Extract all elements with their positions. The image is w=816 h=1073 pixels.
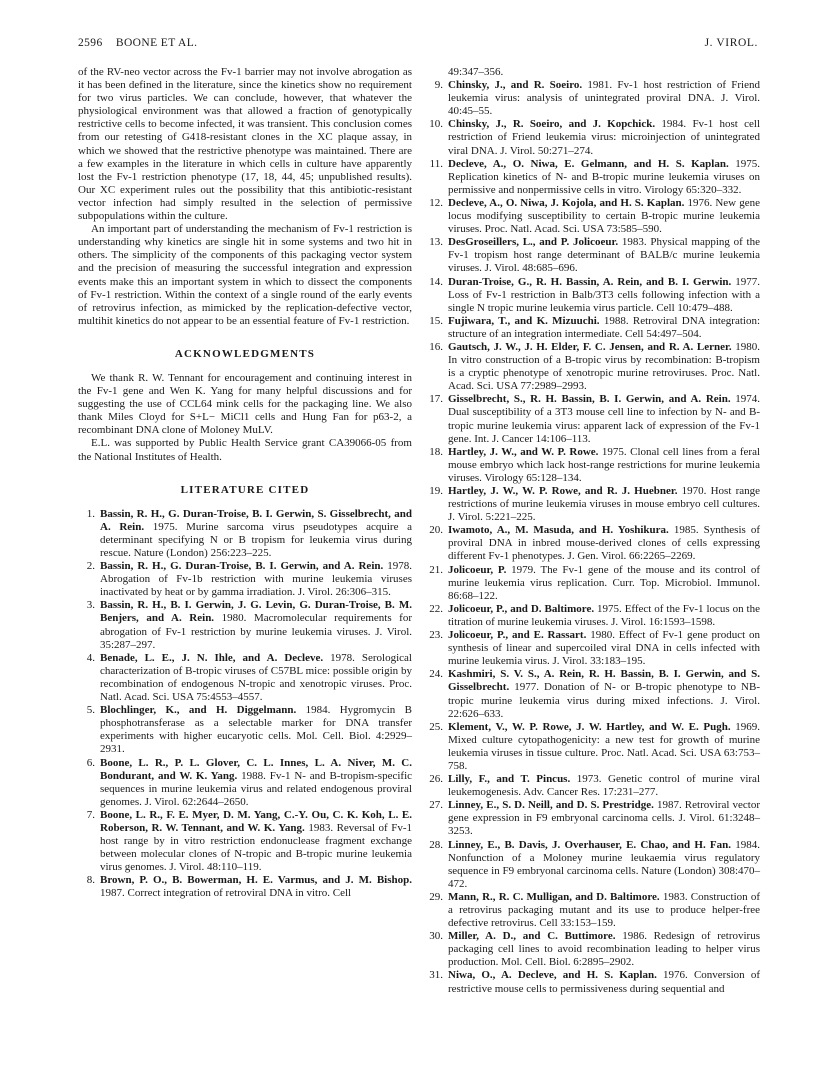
reference-number: 11. [429, 157, 443, 170]
reference-text: 1976. New gene locus modifying susceptibility to certain B-tropic murine leukemia viruses. Proc. Natl. Acad. Sci. USA 73:585–590. [448, 196, 760, 236]
reference-entry [426, 118, 760, 157]
reference-text: 1974. Dual susceptibility of a 3T3 mouse cell line to infection by N- and B-tropic murine leukemia virus: apparent lack of expression of the Fv-1 gene. Int. J. Cancer 14:106–113. [448, 393, 760, 445]
reference-number: 29. [429, 890, 443, 903]
reference-text: 1981. Fv-1 host restriction of Friend leukemia virus: analysis of unintegrated proviral DNA. J. Virol. 40:45–55. [448, 79, 760, 118]
reference-authors: Bassin, R. H., B. I. Gerwin, J. G. Levin, G. Duran-Troise, B. M. Benjers, and A. Rein. [100, 599, 412, 625]
reference-text: 1973. Genetic control of murine viral leukemogenesis. Adv. Cancer Res. 17:231–277. [448, 773, 760, 799]
running-header-left [78, 37, 207, 49]
reference-number: 12. [429, 196, 443, 209]
reference-number: 3. [86, 599, 95, 612]
reference-entry [426, 524, 760, 563]
reference-number: 14. [429, 275, 443, 288]
reference-text: 1975. Clonal cell lines from a feral mouse embryo which lack host-range restrictions for murine leukemia viruses. Virology 65:128–134. [448, 445, 761, 484]
reference-authors: Gisselbrecht, S., R. H. Bassin, B. I. Gerwin, and A. Rein. [448, 393, 731, 406]
body-paragraph: An important part of understanding the mechanism of Fv-1 restriction is understanding why kinetics are single hit in some systems and two hit in others. The simplicity of the components of this packaging vector system and the precision of measuring the successful integration and expression events make this an important system in which to dissect the components of Fv-1 restriction. Within the context of a single round of the early events of retrovirus infection, as mimicked by the replication-defective vector, multihit kinetics do not appear to be an essential feature of Fv-1 restriction. [78, 223, 412, 327]
acknowledgments-heading: ACKNOWLEDGMENTS [174, 347, 316, 360]
reference-text: 1978. Serological characterization of B-tropic viruses of C57BL mice: possible origin by recombination of endogenous N-tropic and xenotropic viruses. Proc. Natl. Acad. Sci. USA 75:4553–4557. [100, 651, 412, 704]
reference-authors: DesGroseillers, L., and P. Jolicoeur. [448, 236, 619, 249]
reference-entry [426, 276, 760, 315]
reference-authors: Iwamoto, A., M. Masuda, and H. Yoshikura. [448, 524, 669, 537]
reference-entry [426, 315, 760, 341]
reference-entry [426, 721, 760, 773]
reference-text: 1988. Fv-1 N- and B-tropism-specific sequences in murine leukemia virus and related endogenous proviral genomes. J. Virol. 62:2644–2650. [100, 769, 413, 808]
running-authors: BOONE ET AL. [115, 37, 198, 49]
reference-authors: Jolicoeur, P., and D. Baltimore. [448, 602, 595, 615]
acknowledgments-paragraph: We thank R. W. Tennant for encouragement and continuing interest in the Fv-1 gene and Wen K. Yang for many helpful discussions and for suggesting the use of CCL64 mink cells for the packaging line. We also thank Miles Cloyd for S+L− MiCl1 cells and Hung Fan for p63-2, a recombinant DNA clone of Moloney MuLV. [78, 371, 412, 437]
reference-list-left [78, 508, 412, 901]
reference-entry [78, 599, 412, 651]
reference-authors: Decleve, A., O. Niwa, J. Kojola, and H. S. Kaplan. [448, 196, 685, 209]
reference-entry [78, 652, 412, 704]
reference-entry [78, 508, 412, 560]
reference-number: 16. [429, 340, 443, 353]
reference-entry [426, 79, 760, 118]
reference-entry [426, 891, 760, 930]
reference-number: 7. [86, 808, 95, 821]
reference-text: 1975. Murine sarcoma virus pseudotypes acquire a determinant specifying N or B tropism for leukemia virus during rescue. Nature (London) 256:223–225. [100, 520, 412, 559]
reference-entry [78, 757, 412, 809]
reference-number: 30. [429, 930, 443, 943]
journal-abbrev: J. VIROL. [704, 37, 758, 49]
reference-entry [426, 446, 760, 485]
reference-text: 1980. In vitro construction of a B-tropic virus by recombination: B-tropism is a cryptic phenotype of xenotropic murine retroviruses. Proc. Natl. Acad. Sci. USA 77:2989–2993. [448, 340, 761, 393]
reference-number: 23. [429, 629, 443, 642]
reference-text: 1984. Nonfunction of a Moloney murine leukaemia virus regulatory sequence in F9 embryonal carcinoma cells. Nature (London) 308:470–472. [448, 838, 760, 890]
reference-authors: Chinsky, J., and R. Soeiro. [448, 79, 583, 92]
reference-number: 10. [429, 118, 443, 131]
reference-entry [426, 485, 760, 524]
reference-text: 1970. Host range restrictions of murine leukemia viruses in mouse embryo cell cultures. J. Virol. 5:221–225. [448, 485, 760, 524]
reference-number: 27. [429, 799, 443, 812]
reference-authors: Brown, P. O., B. Bowerman, H. E. Varmus, and J. M. Bishop. [100, 874, 412, 887]
reference-entry [426, 930, 760, 969]
reference-entry [426, 564, 760, 603]
reference-text: 1988. Retroviral DNA integration: structure of an integration intermediate. Cell 54:497–504. [448, 314, 761, 340]
reference-entry [426, 393, 760, 445]
reference-entry [78, 874, 412, 900]
reference-authors: Bassin, R. H., G. Duran-Troise, B. I. Gerwin, and A. Rein. [100, 560, 384, 573]
reference-authors: Klement, V., W. P. Rowe, J. W. Hartley, and W. E. Pugh. [448, 720, 731, 733]
reference-entry [426, 799, 760, 838]
funding-paragraph: E.L. was supported by Public Health Service grant CA39066-05 from the National Institutes of Health. [78, 437, 412, 463]
reference-number: 1. [86, 507, 95, 520]
reference-number: 2. [86, 560, 95, 573]
reference-number: 21. [429, 563, 443, 576]
reference-number: 17. [429, 393, 443, 406]
reference-number: 9. [434, 79, 443, 92]
reference-text: 1983. Physical mapping of the Fv-1 tropism host range determinant of BALB/c murine leukemia viruses. J. Virol. 48:685–696. [448, 236, 760, 275]
reference-entry [78, 560, 412, 599]
reference-text: 1983. Construction of a retrovirus packaging mutant and its use to produce helper-free defective retrovirus. Cell 33:153–159. [448, 890, 761, 930]
left-column [78, 66, 412, 901]
reference-number: 15. [429, 314, 443, 327]
reference-entry [426, 668, 760, 720]
reference-entry [426, 969, 760, 995]
reference-authors: Fujiwara, T., and K. Mizuuchi. [448, 314, 600, 327]
reference-authors: Chinsky, J., R. Soeiro, and J. Kopchick. [448, 118, 656, 131]
reference-text: 1983. Reversal of Fv-1 host range by in vitro restriction endonuclease fragment exchange between molecular clones of N-tropic and B-tropic murine leukemia virus genomes. J. Virol. 48:110–119. [100, 821, 413, 874]
reference-entry [78, 809, 412, 874]
reference-authors: Blochlinger, K., and H. Diggelmann. [100, 704, 297, 717]
reference-authors: Mann, R., R. C. Mulligan, and D. Baltimore. [448, 890, 660, 903]
reference-text: 1978. Abrogation of Fv-1b restriction with murine leukemia viruses inactivated by heat or by gamma irradiation. J. Virol. 26:306–315. [100, 560, 413, 599]
reference-number: 5. [86, 704, 95, 717]
reference-text: 1984. Hygromycin B phosphotransferase as a selectable marker for DNA transfer experiments with higher eucaryotic cells. Mol. Cell. Biol. 4:2929–2931. [100, 704, 412, 756]
reference-text: 1979. The Fv-1 gene of the mouse and its control of murine leukemia virus replication. Curr. Top. Microbiol. Immunol. 86:68–122. [448, 563, 761, 602]
right-column [426, 66, 760, 996]
reference-number: 24. [429, 668, 443, 681]
reference-text: 1985. Synthesis of proviral DNA in inbred mouse-derived clones of cells expressing different Fv-1 phenotypes. J. Gen. Virol. 66:2265–2269. [448, 524, 760, 563]
reference-authors: Hartley, J. W., and W. P. Rowe. [448, 445, 599, 458]
reference-authors: Boone, L. R., F. E. Myer, D. M. Yang, C.-Y. Ou, C. K. Koh, L. E. Roberson, R. W. Tennant, and W. K. Yang. [100, 808, 412, 834]
page-number: 2596 [78, 37, 103, 49]
reference-authors: Duran-Troise, G., R. H. Bassin, A. Rein, and B. I. Gerwin. [448, 275, 732, 288]
reference-authors: Boone, L. R., P. L. Glover, C. L. Innes, L. A. Niver, M. C. Bondurant, and W. K. Yang. [100, 756, 412, 782]
reference-entry [426, 773, 760, 799]
reference-number: 20. [429, 524, 443, 537]
reference-authors: Hartley, J. W., W. P. Rowe, and R. J. Huebner. [448, 485, 678, 497]
reference-text: 1986. Redesign of retrovirus packaging cell lines to avoid recombination leading to helper virus production. Mol. Cell. Biol. 6:2895–2902. [448, 930, 760, 969]
reference-number: 26. [429, 773, 443, 786]
reference-number: 25. [429, 720, 443, 733]
reference-text: 1976. Conversion of restrictive mouse cells to permissiveness during sequential and [448, 969, 761, 995]
reference-text: 1980. Macromolecular requirements for abrogation of Fv-1 restriction by murine leukemia viruses. J. Virol. 35:287–297. [100, 612, 412, 651]
reference-authors: Jolicoeur, P. [448, 563, 507, 576]
reference-continuation: 49:347–356. [448, 66, 504, 78]
reference-text: 1987. Retroviral vector gene expression in F9 embryonal carcinoma cells. J. Virol. 61:3248–3253. [448, 799, 760, 838]
reference-entry [426, 197, 760, 236]
reference-number: 6. [86, 756, 95, 769]
reference-text: 1987. Correct integration of retroviral DNA in vitro. Cell [100, 887, 352, 900]
reference-number: 13. [429, 236, 443, 249]
reference-entry [426, 603, 760, 629]
reference-entry [426, 341, 760, 393]
reference-number: 18. [429, 445, 443, 458]
reference-text: 1975. Effect of the Fv-1 locus on the titration of murine leukemia viruses. J. Virol. 16:1593–1598. [448, 602, 760, 628]
reference-number: 4. [86, 651, 95, 664]
reference-number: 31. [429, 969, 443, 982]
reference-entry [426, 236, 760, 275]
reference-authors: Jolicoeur, P., and E. Rassart. [448, 629, 587, 642]
reference-entry [426, 158, 760, 197]
reference-authors: Decleve, A., O. Niwa, E. Gelmann, and H. S. Kaplan. [448, 157, 729, 170]
literature-heading: LITERATURE CITED [180, 483, 310, 496]
reference-text: 1975. Replication kinetics of N- and B-tropic murine leukemia viruses on permissive and nonpermissive cells in vitro. Virology 65:320–332. [448, 157, 761, 196]
reference-authors: Kashmiri, S. V. S., A. Rein, R. H. Bassin, B. I. Gerwin, and S. Gisselbrecht. [448, 668, 760, 694]
reference-authors: Miller, A. D., and C. Buttimore. [448, 930, 616, 943]
body-paragraph: of the RV-neo vector across the Fv-1 barrier may not involve abrogation as it has been defined in the literature, since the kinetics show no requirement for two virus particles. We can conclude, however, that whatever the physiological environment was that allowed a fraction of genotypically restrictive cells to become infected, it was transient. This conclusion comes from our retesting of G418-resistant clones in the XC plaque assay, in which we showed that the restrictive phenotype was maintained. There are a few examples in the literature in which cells in culture have apparently lost the Fv-1 restriction phenotype (17, 18, 44, 45; unpublished results). Our XC experiment rules out the possibility that this antibiotic-resistant vector infection had simply resulted in the selection of permissive subpopulations within the culture. [78, 66, 412, 223]
reference-text: 1977. Loss of Fv-1 restriction in Balb/3T3 cells following infection with a single N tropic murine leukemia virus particle. Cell 10:479–488. [448, 275, 761, 314]
reference-authors: Benade, L. E., J. N. Ihle, and A. Decleve. [100, 651, 324, 664]
reference-authors: Linney, E., B. Davis, J. Overhauser, E. Chao, and H. Fan. [448, 838, 732, 851]
reference-number: 19. [429, 485, 443, 497]
reference-entry [78, 704, 412, 756]
reference-authors: Linney, E., S. D. Neill, and D. S. Prestridge. [448, 799, 654, 812]
reference-text: 1969. Mixed culture cytopathogenicity: a new test for growth of murine leukemia viruses in tissue culture. Proc. Natl. Acad. Sci. USA 63:753–758. [448, 720, 761, 772]
reference-list-right [426, 79, 760, 996]
reference-text: 1980. Effect of Fv-1 gene product on synthesis of linear and supercoiled viral DNA in cells infected with murine leukemia virus. J. Virol. 33:183–195. [448, 629, 761, 668]
reference-text: 1984. Fv-1 host cell restriction of Friend leukemia virus: microinjection of unintegrated viral DNA. J. Virol. 50:271–274. [448, 118, 760, 157]
reference-authors: Niwa, O., A. Decleve, and H. S. Kaplan. [448, 969, 657, 982]
reference-entry [426, 629, 760, 668]
reference-authors: Lilly, F., and T. Pincus. [448, 773, 571, 786]
reference-text: 1977. Donation of N- or B-tropic phenotype to NB-tropic murine leukemia virus during mixed infections. J. Virol. 22:626–633. [448, 681, 761, 720]
reference-number: 28. [429, 838, 443, 851]
reference-entry [426, 839, 760, 891]
reference-authors: Gautsch, J. W., J. H. Elder, F. C. Jensen, and R. A. Lerner. [448, 340, 732, 353]
reference-number: 22. [429, 602, 443, 615]
reference-authors: Bassin, R. H., G. Duran-Troise, B. I. Gerwin, S. Gisselbrecht, and A. Rein. [100, 507, 412, 533]
reference-number: 8. [86, 874, 95, 887]
